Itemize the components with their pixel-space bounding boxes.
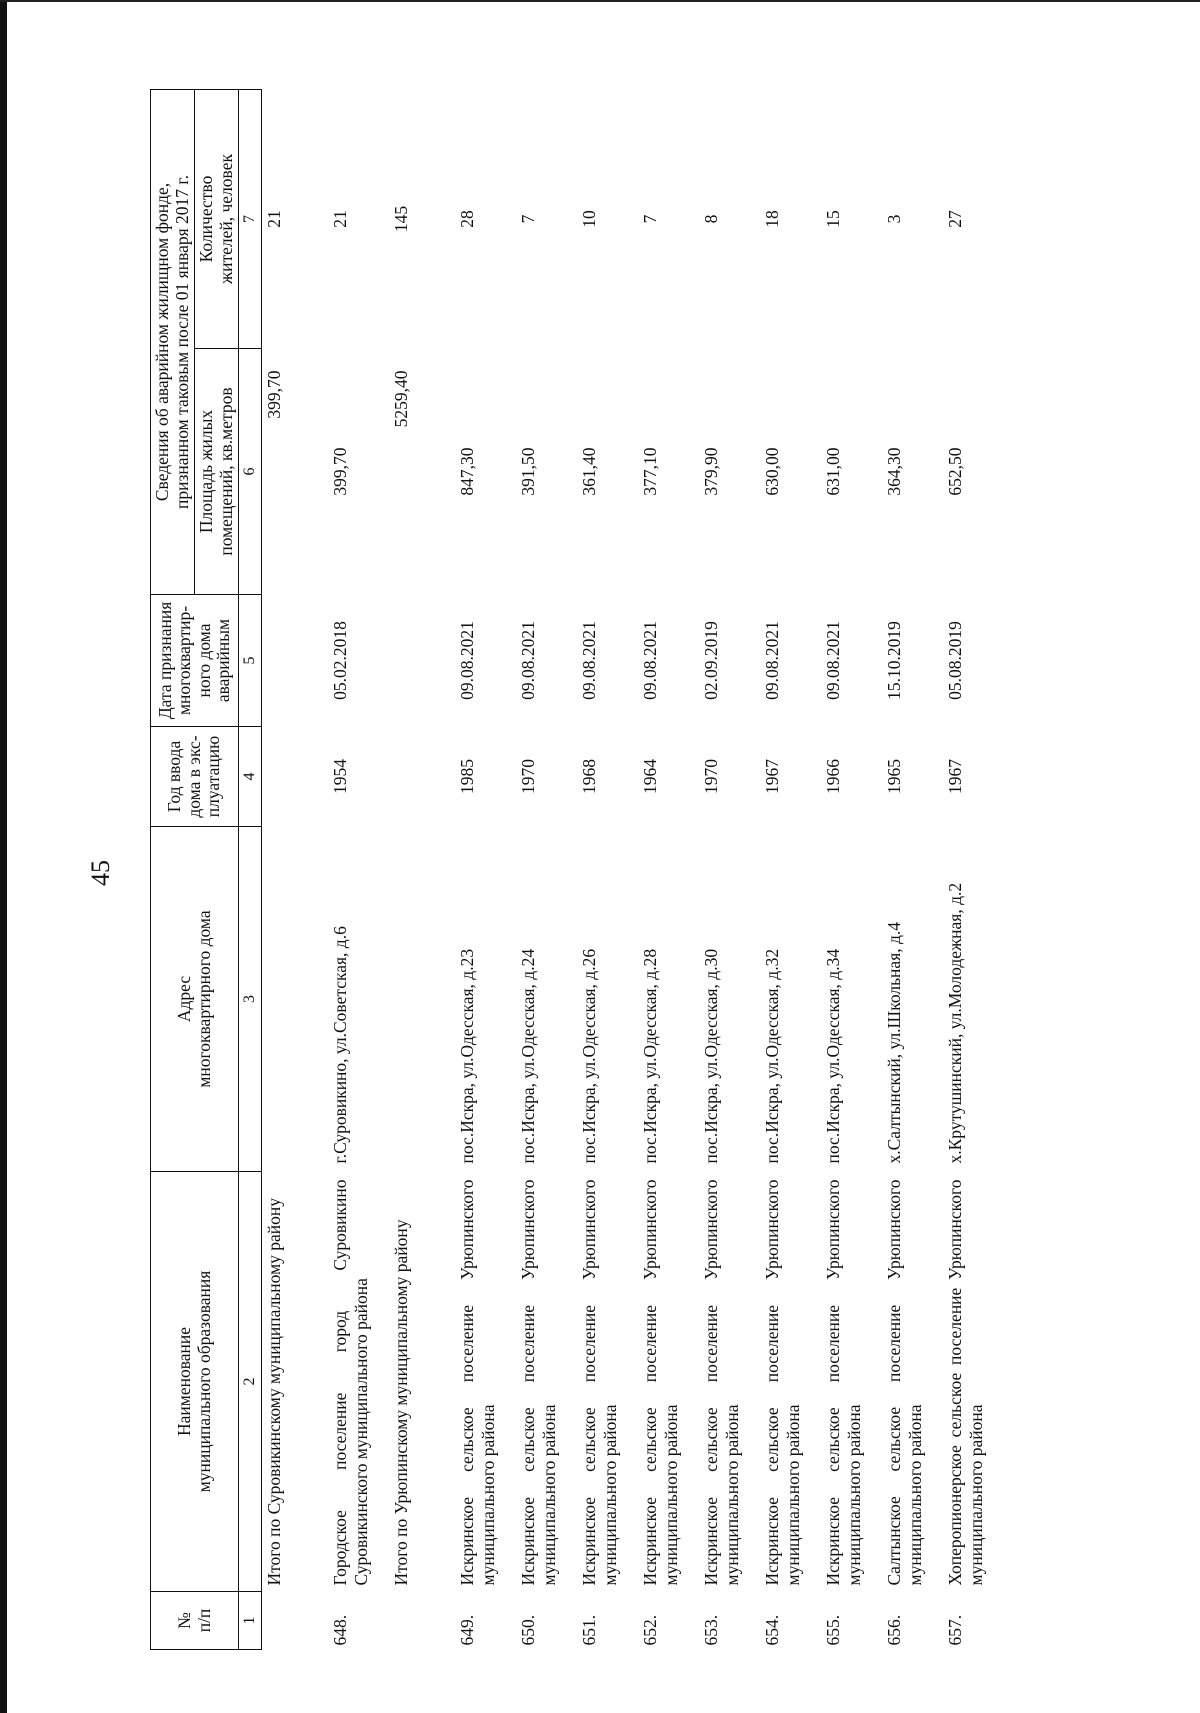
emergency-housing-table [150, 89, 1004, 1650]
table-row [328, 90, 389, 1650]
date-cell: 09.08.2021 [640, 621, 661, 700]
area-cell: 630,00 [762, 447, 783, 496]
year-cell: 1967 [762, 759, 783, 794]
date-cell: 09.08.2021 [823, 621, 844, 700]
row-number: 654. [762, 1614, 783, 1646]
column-number: 1 [239, 1592, 262, 1650]
people-cell: 28 [457, 210, 478, 228]
people-cell: 10 [579, 210, 600, 228]
year-cell: 1970 [518, 759, 539, 794]
row-number [389, 1592, 455, 1650]
date-cell: 02.09.2019 [701, 621, 722, 700]
table-row [699, 90, 760, 1650]
municipality-cell: Искринское сельское поселение Урюпинского муниципального района [701, 1179, 743, 1586]
year-cell: 1965 [884, 759, 905, 794]
table-row [882, 90, 943, 1650]
table-row [760, 90, 821, 1650]
municipality-cell: Салтынское сельское поселение Урюпинского муниципального района [884, 1179, 926, 1586]
people-cell: 8 [701, 214, 722, 224]
table-row [455, 90, 516, 1650]
row-number: 651. [579, 1614, 600, 1646]
municipality-cell: Хоперопионерское сельское поселение Урюпинского муниципального района [945, 1179, 987, 1586]
subtotal-row [262, 90, 329, 1650]
table-row [821, 90, 882, 1650]
area-cell: 399,70 [264, 370, 285, 419]
table-body [262, 90, 1005, 1650]
column-number-row [239, 90, 262, 1650]
area-cell: 652,50 [945, 447, 966, 496]
year-cell [389, 727, 455, 827]
area-cell: 399,70 [330, 447, 351, 496]
header-address: Адрес многоквартирного дома [151, 827, 239, 1172]
column-number: 5 [239, 595, 262, 727]
area-cell: 391,50 [518, 447, 539, 496]
municipality-cell: Искринское сельское поселение Урюпинского муниципального района [762, 1179, 804, 1586]
people-cell: 21 [330, 210, 351, 228]
area-cell: 377,10 [640, 447, 661, 496]
area-cell: 364,30 [884, 447, 905, 496]
date-cell: 09.08.2021 [762, 621, 783, 700]
address-cell: х.Крутушинский, ул.Молодежная, д.2 [945, 882, 966, 1164]
date-cell: 09.08.2021 [518, 621, 539, 700]
address-cell [389, 827, 455, 1172]
year-cell: 1967 [945, 759, 966, 794]
header-no: № п/п [151, 1592, 239, 1650]
header-date: Дата признания многоквартир- ного дома аварийным [151, 595, 239, 727]
year-cell: 1966 [823, 759, 844, 794]
municipality-cell: Искринское сельское поселение Урюпинского муниципального района [518, 1179, 560, 1586]
row-number: 653. [701, 1614, 722, 1646]
municipality-cell: Искринское сельское поселение Урюпинского муниципального района [457, 1179, 499, 1586]
municipality-cell: Искринское сельское поселение Урюпинского муниципального района [640, 1179, 682, 1586]
date-cell: 09.08.2021 [579, 621, 600, 700]
address-cell: пос.Искра, ул.Одесская, д.28 [640, 948, 661, 1164]
table-row [943, 90, 1004, 1650]
header-row-1 [151, 90, 195, 1650]
address-cell: г.Суровикино, ул.Советская, д.6 [330, 926, 351, 1164]
row-number: 652. [640, 1614, 661, 1646]
municipality-cell: Искринское сельское поселение Урюпинского муниципального района [579, 1179, 621, 1586]
year-cell: 1954 [330, 759, 351, 794]
people-cell: 145 [391, 205, 412, 233]
scan-left-edge [0, 0, 7, 1713]
people-cell: 27 [945, 210, 966, 228]
row-number: 657. [945, 1614, 966, 1646]
address-cell: х.Салтынский, ул.Школьная, д.4 [884, 921, 905, 1164]
column-number: 6 [239, 349, 262, 595]
people-cell: 7 [640, 214, 661, 224]
year-cell: 1968 [579, 759, 600, 794]
address-cell [262, 827, 329, 1172]
date-cell [262, 595, 329, 727]
row-number: 648. [330, 1614, 351, 1646]
header-people: Количество жителей, человек [195, 90, 239, 349]
header-municipality: Наименование муниципального образования [151, 1172, 239, 1592]
people-cell: 3 [884, 214, 905, 224]
area-cell: 361,40 [579, 447, 600, 496]
municipality-cell: Итого по Суровикинскому муниципальному району [264, 1197, 285, 1586]
people-cell: 18 [762, 210, 783, 228]
date-cell [389, 595, 455, 727]
people-cell: 15 [823, 210, 844, 228]
row-number: 655. [823, 1614, 844, 1646]
year-cell [262, 727, 329, 827]
municipality-cell: Искринское сельское поселение Урюпинского муниципального района [823, 1179, 865, 1586]
municipality-cell: Итого по Урюпинскому муниципальному району [391, 1219, 412, 1586]
area-cell: 5259,40 [391, 370, 412, 428]
header-area: Площадь жилых помещений, кв.метров [195, 349, 239, 595]
address-cell: пос.Искра, ул.Одесская, д.24 [518, 948, 539, 1164]
area-cell: 631,00 [823, 447, 844, 496]
address-cell: пос.Искра, ул.Одесская, д.30 [701, 948, 722, 1164]
header-group: Сведения об аварийном жилищном фонде, признанном таковым после 01 января 2017 г. [151, 90, 195, 595]
year-cell: 1970 [701, 759, 722, 794]
people-cell: 21 [264, 210, 285, 228]
municipality-cell: Городское поселение город Суровикино Суровикинского муниципального района [330, 1179, 372, 1586]
column-number: 3 [239, 827, 262, 1172]
header-year: Год ввода дома в экс- плуатацию [151, 727, 239, 827]
date-cell: 05.02.2018 [330, 621, 351, 700]
date-cell: 05.08.2019 [945, 621, 966, 700]
column-number: 2 [239, 1172, 262, 1592]
date-cell: 15.10.2019 [884, 621, 905, 700]
address-cell: пос.Искра, ул.Одесская, д.26 [579, 948, 600, 1164]
table-row [577, 90, 638, 1650]
subtotal-row [389, 90, 455, 1650]
column-number: 4 [239, 727, 262, 827]
people-cell: 7 [518, 214, 539, 224]
scan-top-edge [0, 0, 1200, 2]
address-cell: пос.Искра, ул.Одесская, д.34 [823, 948, 844, 1164]
row-number: 656. [884, 1614, 905, 1646]
row-number: 649. [457, 1614, 478, 1646]
rotated-table-wrapper [150, 90, 1200, 1650]
area-cell: 379,90 [701, 447, 722, 496]
column-number: 7 [239, 90, 262, 349]
table-row [516, 90, 577, 1650]
table-row [638, 90, 699, 1650]
area-cell: 847,30 [457, 447, 478, 496]
address-cell: пос.Искра, ул.Одесская, д.32 [762, 948, 783, 1164]
date-cell: 09.08.2021 [457, 621, 478, 700]
row-number: 650. [518, 1614, 539, 1646]
year-cell: 1985 [457, 759, 478, 794]
row-number [262, 1592, 329, 1650]
year-cell: 1964 [640, 759, 661, 794]
page-number: 45 [86, 860, 115, 886]
address-cell: пос.Искра, ул.Одесская, д.23 [457, 948, 478, 1164]
